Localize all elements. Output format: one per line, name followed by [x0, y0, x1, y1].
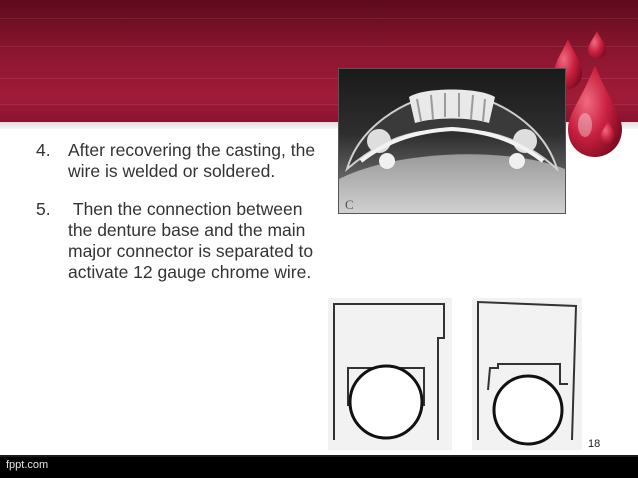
- slide-text: [36, 140, 319, 300]
- item-number: 5.: [36, 199, 51, 219]
- small-drop-icon: [588, 31, 606, 59]
- photo-letter: C: [345, 197, 354, 212]
- footer-bar: [0, 455, 638, 478]
- footer-divider: [0, 455, 638, 457]
- wire-diagram-left: [328, 298, 452, 450]
- list-item: [36, 140, 316, 182]
- page-number: 18: [588, 438, 601, 450]
- denture-casting-photo: [338, 68, 566, 214]
- item-text: After recovering the casting, the wire is welded or soldered.: [68, 140, 316, 181]
- wire-diagram-right: [472, 298, 582, 450]
- item-text: Then the connection between the denture base and the main major connector is separated to activate 12 gauge chrome wire.: [68, 199, 319, 282]
- list-item: [36, 199, 319, 283]
- footer-brand[interactable]: fppt.com: [6, 459, 49, 471]
- item-number: 4.: [36, 140, 51, 160]
